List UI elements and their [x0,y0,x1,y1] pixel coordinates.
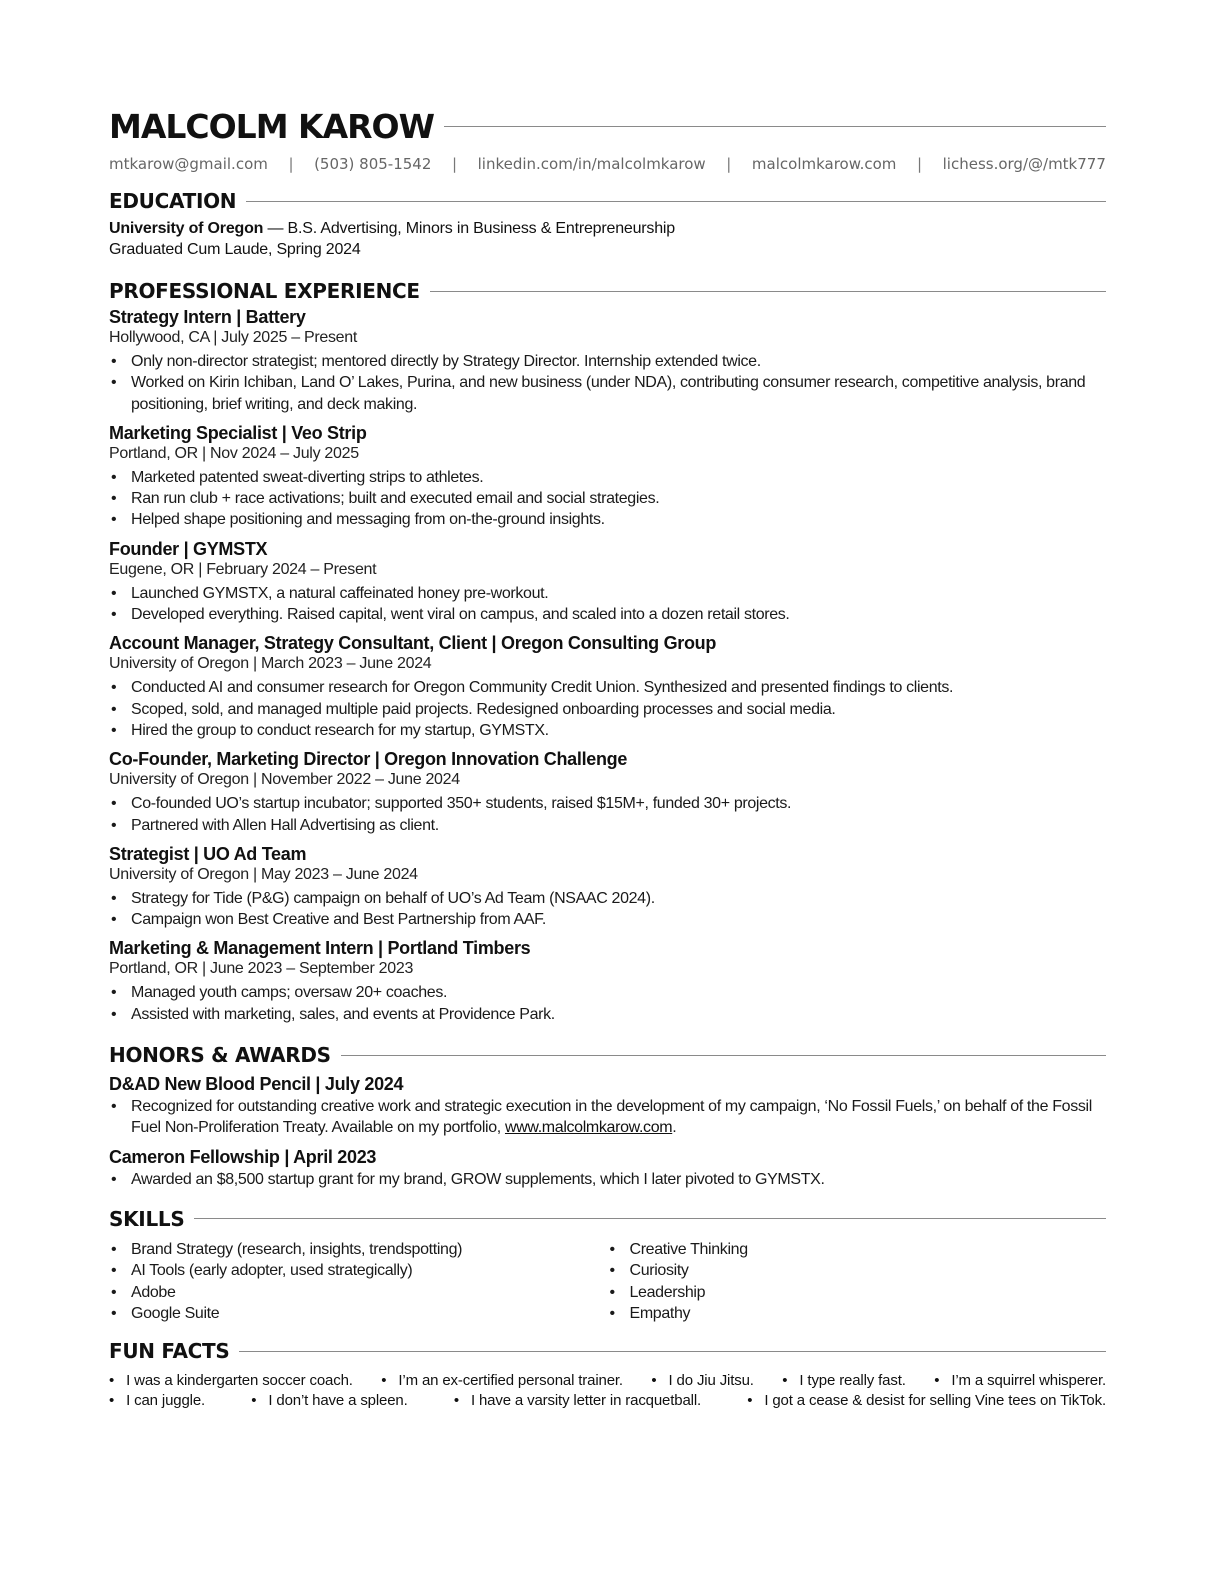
contact-email[interactable]: mtkarow@gmail.com [109,155,268,173]
experience-list [109,306,1106,1025]
job-entry [109,748,1106,836]
job-bullet: • Campaign won Best Creative and Best Partnership from AAF. [109,909,1106,930]
job-bullet: • Helped shape positioning and messaging from on-the-ground insights. [109,509,1106,530]
funfacts-row [109,1391,1106,1411]
job-bullets [109,888,1106,931]
contact-phone[interactable]: (503) 805-1542 [314,155,432,173]
portfolio-link[interactable]: www.malcolmkarow.com [504,1119,673,1137]
education-entry [109,218,1106,260]
job-meta: Eugene, OR | February 2024 – Present [109,560,377,578]
award-entry [109,1073,1106,1139]
fun-fact: • I have a varsity letter in racquetball. [454,1391,701,1411]
award-entry [109,1146,1106,1190]
job-meta: Portland, OR | Nov 2024 – July 2025 [109,444,359,462]
job-bullet: • Launched GYMSTX, a natural caffeinated honey pre-workout. [109,583,1106,604]
job-entry [109,632,1106,741]
contact-separator: | [726,155,732,173]
job-bullet: • Co-founded UO’s startup incubator; supported 350+ students, raised $15M+, funded 30+ projects. [109,793,1106,814]
award-description: Recognized for outstanding creative work and strategic execution in the development of my campaign, ‘No Fossil Fuels,’ on behalf of the Fossil Fuel Non-Proliferation Treaty. Available on my portfolio, [131,1098,1092,1137]
award-heading: D&AD New Blood Pencil | July 2024 [109,1074,404,1095]
job-bullets [109,793,1106,836]
job-bullet: • Strategy for Tide (P&G) campaign on behalf of UO’s Ad Team (NSAAC 2024). [109,888,1106,909]
job-bullet: • Worked on Kirin Ichiban, Land O’ Lakes, Purina, and new business (under NDA), contributing consumer research, competitive analysis, brand positioning, brief writing, and deck making. [109,372,1106,415]
resume-content [109,104,1106,1411]
funfacts-title: FUN FACTS [109,1339,230,1364]
job-bullet: • Developed everything. Raised capital, went viral on campus, and scaled into a dozen retail stores. [109,604,1106,625]
award-bullets [109,1096,1106,1139]
job-bullet: • Partnered with Allen Hall Advertising as client. [109,815,1106,836]
job-bullet: • Conducted AI and consumer research for Oregon Community Credit Union. Synthesized and presented findings to clients. [109,677,1106,698]
fun-fact: • I’m a squirrel whisperer. [934,1371,1106,1391]
award-description-end: . [672,1119,677,1137]
experience-title: PROFESSIONAL EXPERIENCE [109,279,420,303]
job-meta: University of Oregon | November 2022 – June 2024 [109,771,460,789]
contact-linkedin[interactable]: linkedin.com/in/malcolmkarow [477,155,706,173]
skill-item: • Curiosity [608,1260,1107,1281]
section-divider [194,1218,1106,1219]
job-bullet: • Only non-director strategist; mentored directly by Strategy Director. Internship extended twice. [109,351,1106,372]
skill-item: • Empathy [608,1303,1107,1324]
job-heading: Account Manager, Strategy Consultant, Client | Oregon Consulting Group [109,633,717,654]
education-degree-line [109,218,1106,239]
award-bullet [109,1096,1106,1139]
job-bullets [109,677,1106,741]
candidate-name: MALCOLM KAROW [109,106,435,146]
funfacts-block [109,1371,1106,1411]
award-bullets [109,1169,1106,1190]
job-meta: Portland, OR | June 2023 – September 2023 [109,960,414,978]
skills-column-right [608,1239,1107,1324]
job-bullets [109,351,1106,415]
job-bullet: • Marketed patented sweat-diverting strips to athletes. [109,467,1106,488]
funfacts-section-head [109,1338,1106,1364]
job-heading: Strategist | UO Ad Team [109,843,307,864]
education-honors: Graduated Cum Laude, Spring 2024 [109,241,361,258]
contact-separator: | [288,155,294,173]
skill-item: • Creative Thinking [608,1239,1107,1260]
job-bullets [109,583,1106,626]
skills-title: SKILLS [109,1206,185,1231]
fun-fact: • I was a kindergarten soccer coach. [109,1371,353,1391]
experience-section-head [109,278,1106,304]
education-title: EDUCATION [109,189,237,213]
skill-item: • AI Tools (early adopter, used strategically) [109,1260,608,1281]
fun-fact: • I don’t have a spleen. [251,1391,407,1411]
job-bullets [109,982,1106,1025]
job-heading: Co-Founder, Marketing Director | Oregon Innovation Challenge [109,749,628,770]
school-name: University of Oregon [109,220,264,237]
fun-fact: • I got a cease & desist for selling Vine tees on TikTok. [747,1391,1106,1411]
job-meta: University of Oregon | March 2023 – June 2024 [109,655,432,673]
job-heading: Founder | GYMSTX [109,538,268,559]
skills-grid [109,1236,1106,1324]
skill-item: • Google Suite [109,1303,608,1324]
job-meta: University of Oregon | May 2023 – June 2024 [109,865,418,883]
job-bullet: • Managed youth camps; oversaw 20+ coaches. [109,982,1106,1003]
skills-column-left [109,1239,608,1324]
job-meta: Hollywood, CA | July 2025 – Present [109,329,358,346]
job-bullet: • Hired the group to conduct research for my startup, GYMSTX. [109,720,1106,741]
job-heading: Strategy Intern | Battery [109,307,306,327]
fun-fact: • I type really fast. [782,1371,905,1391]
name-header [109,104,1106,148]
contact-separator: | [917,155,923,173]
job-heading: Marketing Specialist | Veo Strip [109,422,367,443]
job-bullet: • Scoped, sold, and managed multiple paid projects. Redesigned onboarding processes and social media. [109,699,1106,720]
honors-title: HONORS & AWARDS [109,1043,331,1068]
contact-website[interactable]: malcolmkarow.com [751,155,897,173]
job-entry [109,306,1106,415]
award-heading: Cameron Fellowship | April 2023 [109,1146,377,1167]
fun-fact: • I’m an ex-certified personal trainer. [381,1371,623,1391]
job-bullet: • Ran run club + race activations; built and executed email and social strategies. [109,488,1106,509]
header-divider [444,126,1106,127]
job-bullet: • Assisted with marketing, sales, and events at Providence Park. [109,1004,1106,1025]
award-bullet: • Awarded an $8,500 startup grant for my brand, GROW supplements, which I later pivoted to GYMSTX. [109,1169,1106,1190]
fun-fact: • I can juggle. [109,1391,205,1411]
section-divider [246,201,1106,202]
job-entry [109,937,1106,1025]
degree: — B.S. Advertising, Minors in Business & Entrepreneurship [263,220,675,237]
section-divider [341,1055,1106,1056]
job-entry [109,538,1106,626]
section-divider [430,291,1106,292]
job-entry [109,422,1106,531]
contact-separator: | [451,155,458,173]
job-heading: Marketing & Management Intern | Portland Timbers [109,938,531,959]
contact-row [109,154,1106,174]
skills-section-head [109,1206,1106,1232]
job-bullets [109,467,1106,531]
education-section-head [109,188,1106,214]
skill-item: • Leadership [608,1282,1107,1303]
honors-section-head [109,1042,1106,1068]
skill-item: • Brand Strategy (research, insights, trendspotting) [109,1239,608,1260]
job-entry [109,843,1106,931]
skill-item: • Adobe [109,1282,608,1303]
funfacts-row [109,1371,1106,1391]
section-divider [239,1351,1106,1352]
fun-fact: • I do Jiu Jitsu. [651,1371,753,1391]
contact-lichess[interactable]: lichess.org/@/mtk777 [942,155,1106,173]
